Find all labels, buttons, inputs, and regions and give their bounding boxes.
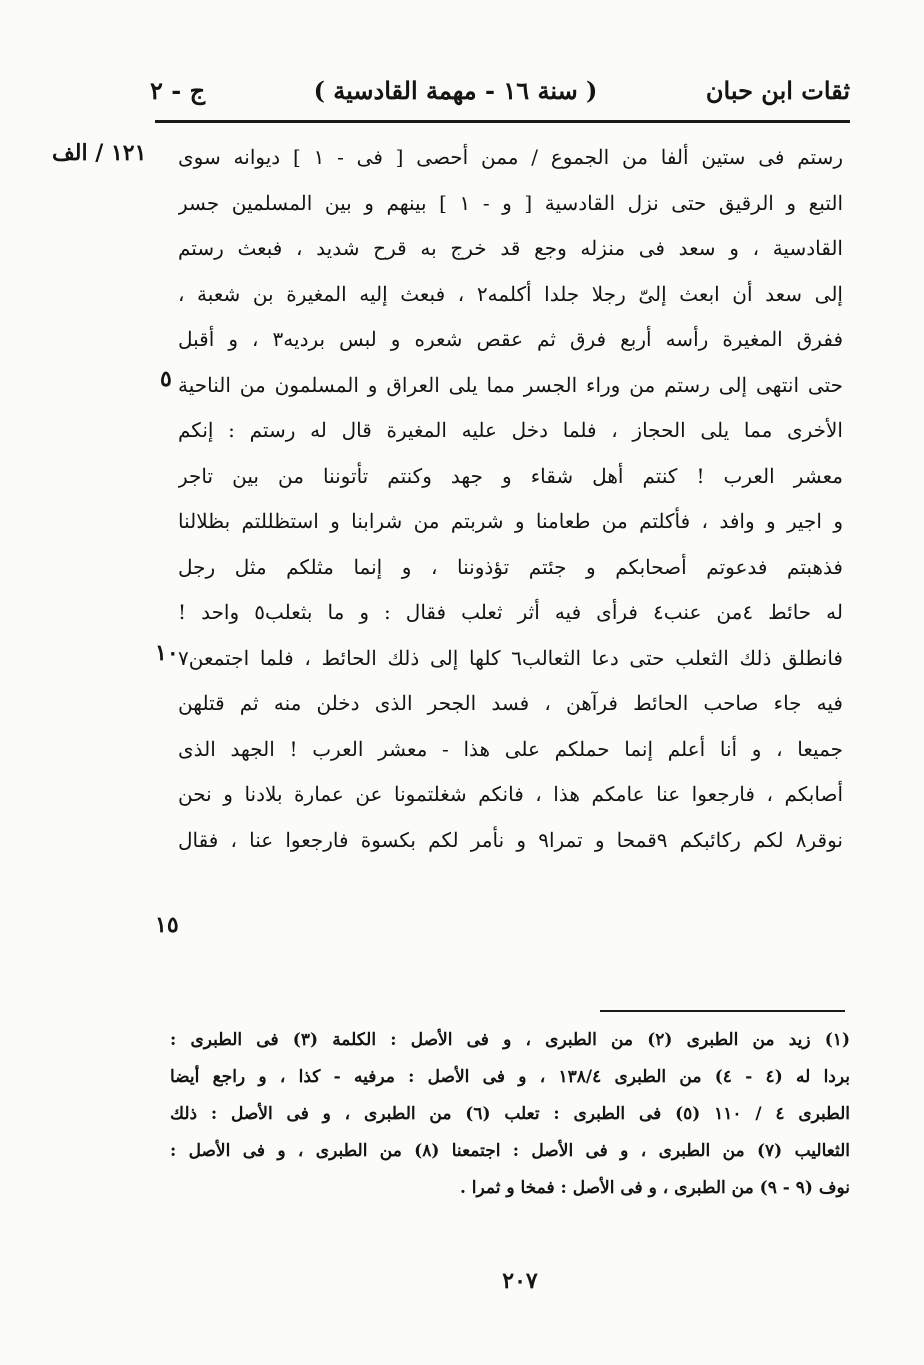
line-number-15: ١٥ <box>155 912 179 938</box>
line-number-5: ٥ <box>160 366 172 392</box>
running-header <box>150 70 850 110</box>
text-line: أصابكم ، فارجعوا عنا عامكم هذا ، فانكم شغلتمونا عن عمارة بلادنا و نحن <box>178 782 843 806</box>
text-line: جميعا ، و أنا أعلم إنما حملكم على هذا - معشر العرب ! الجهد الذى <box>178 736 843 761</box>
footnote-line: نوف (٩ - ٩) من الطبرى ، و فى الأصل : فمخا و ثمرا . <box>459 1178 850 1198</box>
text-line: التبع و الرقيق حتى نزل القادسية [ و - ١ ] بينهم و بين المسلمين جسر <box>178 190 843 215</box>
line-number-10: ١٠ <box>155 640 179 666</box>
text-line: ففرق المغيرة رأسه أربع فرق ثم عقص شعره و لبس برديه٣ ، و أقبل <box>178 327 843 351</box>
text-line: الأخرى مما يلى الحجاز ، فلما دخل عليه المغيرة قال له رستم : إنكم <box>178 418 843 442</box>
header-rule <box>155 120 850 123</box>
folio-marker: ١٢١ / الف <box>52 140 147 166</box>
book-title: ثقات ابن حبان <box>705 75 850 105</box>
text-line: رستم فى ستين ألفا من الجموع / ممن أحصى [ فى - ١ ] ديوانه سوى <box>178 145 843 169</box>
footnote-line: (١) زيد من الطبرى (٢) من الطبرى ، و فى الأصل : الكلمة (٣) فى الطبرى : <box>170 1030 850 1050</box>
footnote-rule <box>600 1010 845 1012</box>
volume-label: ج - ٢ <box>150 75 206 105</box>
text-line: فانطلق ذلك الثعلب حتى دعا الثعالب٦ كلها إلى ذلك الحائط ، فلما اجتمعن٧ <box>178 645 843 670</box>
footnotes <box>170 1022 850 1207</box>
footnote-line: بردا له (٤ - ٤) من الطبرى ١٣٨/٤ ، و فى الأصل : مرفيه - كذا ، و راجع أيضا <box>170 1067 850 1087</box>
text-line: و اجير و وافد ، فأكلتم من طعامنا و شربتم من شرابنا و استظللتم بظلالنا <box>178 509 843 533</box>
footnote-line: الطبرى ٤ / ١١٠ (٥) فى الطبرى : تعلب (٦) من الطبرى ، و فى الأصل : ذلك <box>170 1104 850 1124</box>
text-line: حتى انتهى إلى رستم من وراء الجسر مما يلى العراق و المسلمون من الناحية <box>178 372 843 397</box>
text-line: إلى سعد أن ابعث إلىّ رجلا جلدا أكلمه٢ ، فبعث إليه المغيرة بن شعبة ، <box>178 281 843 306</box>
text-line: القادسية ، و سعد فى منزله وجع قد خرج به قرح شديد ، فبعث رستم <box>178 236 843 260</box>
page-number: ٢٠٧ <box>502 1268 538 1294</box>
section-title: ( سنة ١٦ - مهمة القادسية ) <box>313 75 598 105</box>
text-line: فذهبتم فدعوتم أصحابكم و جئتم تؤذوننا ، و إنما مثلكم مثل رجل <box>178 554 843 579</box>
main-text <box>178 135 843 863</box>
text-line: معشر العرب ! كنتم أهل شقاء و جهد وكنتم تأتوننا من بين تاجر <box>178 463 843 488</box>
footnote-line: الثعاليب (٧) من الطبرى ، و فى الأصل : اجتمعنا (٨) من الطبرى ، و فى الأصل : <box>170 1141 850 1161</box>
text-line: نوقر٨ لكم ركائبكم ٩قمحا و تمرا٩ و نأمر لكم بكسوة فارجعوا عنا ، فقال <box>178 827 843 852</box>
text-line: له حائط ٤من عنب٤ فرأى فيه أثر ثعلب فقال : و ما بثعلب٥ واحد ! <box>178 600 843 624</box>
text-line: فيه جاء صاحب الحائط فرآهن ، فسد الجحر الذى دخلن منه ثم قتلهن <box>178 691 843 715</box>
